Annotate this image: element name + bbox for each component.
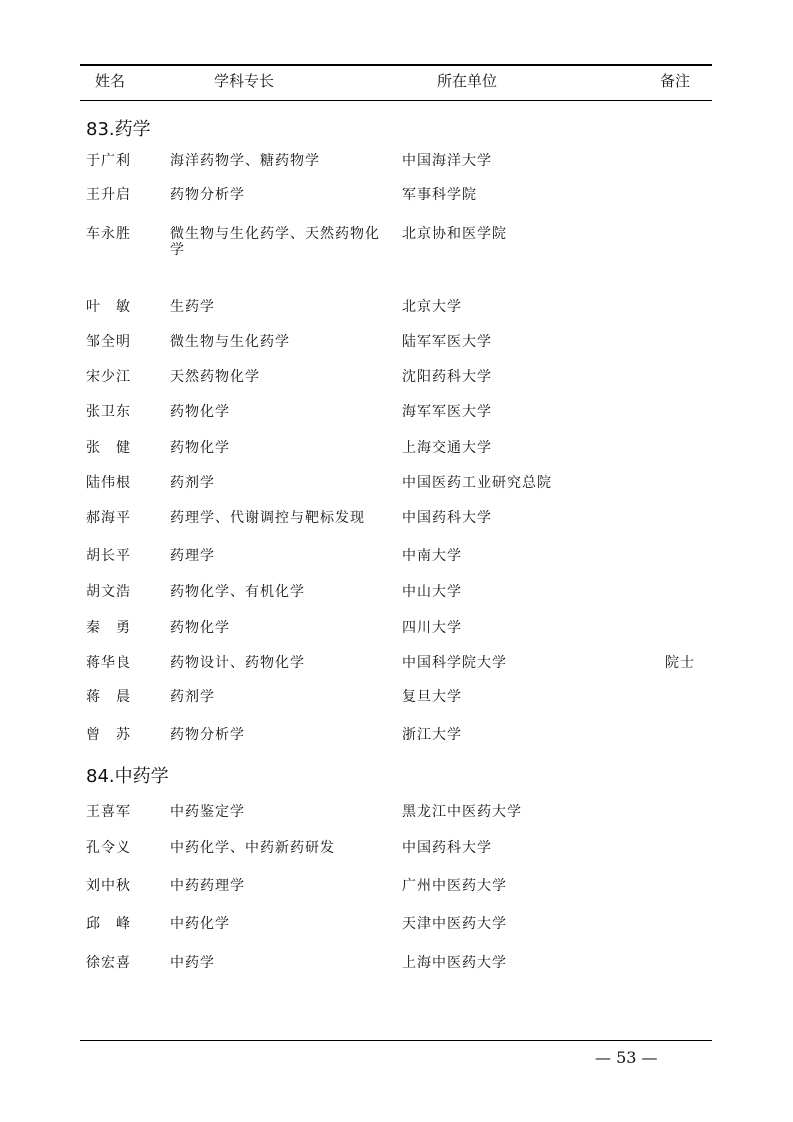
section-title: 84.中药学 — [86, 766, 169, 787]
affiliation: 北京协和医学院 — [402, 226, 507, 242]
person-name: 胡长平 — [86, 548, 131, 564]
affiliation: 沈阳药科大学 — [402, 369, 492, 385]
person-name: 王喜军 — [86, 804, 131, 820]
header-subject: 学科专长 — [214, 72, 275, 90]
person-name: 秦 勇 — [86, 620, 131, 636]
affiliation: 海军军医大学 — [402, 404, 492, 420]
person-name: 叶 敏 — [86, 299, 131, 315]
affiliation: 黑龙江中医药大学 — [402, 804, 522, 820]
top-rule — [80, 64, 712, 66]
header-unit: 所在单位 — [437, 72, 498, 90]
person-name: 王升启 — [86, 187, 131, 203]
affiliation: 北京大学 — [402, 299, 462, 315]
affiliation: 复旦大学 — [402, 689, 462, 705]
affiliation: 陆军军医大学 — [402, 334, 492, 350]
affiliation: 军事科学院 — [402, 187, 477, 203]
header-name: 姓名 — [95, 72, 126, 90]
person-name: 邱 峰 — [86, 916, 131, 932]
person-name: 刘中秋 — [86, 878, 131, 894]
page-number: — 53 — — [595, 1048, 658, 1067]
affiliation: 中国医药工业研究总院 — [402, 475, 552, 491]
affiliation: 中国药科大学 — [402, 840, 492, 856]
subject-specialty: 中药化学 — [170, 916, 230, 932]
subject-specialty: 中药鉴定学 — [170, 804, 245, 820]
subject-specialty: 药物分析学 — [170, 727, 245, 743]
subject-specialty: 中药药理学 — [170, 878, 245, 894]
affiliation: 上海中医药大学 — [402, 955, 507, 971]
subject-specialty: 药剂学 — [170, 475, 215, 491]
person-name: 蒋 晨 — [86, 689, 131, 705]
person-name: 郝海平 — [86, 510, 131, 526]
person-name: 胡文浩 — [86, 584, 131, 600]
person-name: 陆伟根 — [86, 475, 131, 491]
affiliation: 广州中医药大学 — [402, 878, 507, 894]
affiliation: 上海交通大学 — [402, 440, 492, 456]
person-name: 孔令义 — [86, 840, 131, 856]
affiliation: 中南大学 — [402, 548, 462, 564]
affiliation: 中国药科大学 — [402, 510, 492, 526]
affiliation: 四川大学 — [402, 620, 462, 636]
affiliation: 中山大学 — [402, 584, 462, 600]
person-name: 于广利 — [86, 153, 131, 169]
subject-specialty: 药物化学、有机化学 — [170, 584, 305, 600]
subject-specialty: 中药化学、中药新药研发 — [170, 840, 335, 856]
person-name: 徐宏喜 — [86, 955, 131, 971]
affiliation: 中国海洋大学 — [402, 153, 492, 169]
header-note: 备注 — [660, 72, 691, 90]
affiliation: 浙江大学 — [402, 727, 462, 743]
person-name: 蒋华良 — [86, 655, 131, 671]
person-name: 曾 苏 — [86, 727, 131, 743]
person-name: 车永胜 — [86, 226, 131, 242]
subject-specialty: 药物化学 — [170, 620, 230, 636]
subject-specialty: 药物化学 — [170, 404, 230, 420]
person-name: 宋少江 — [86, 369, 131, 385]
subject-specialty: 中药学 — [170, 955, 215, 971]
subject-specialty: 药理学、代谢调控与靶标发现 — [170, 510, 365, 526]
section-title: 83.药学 — [86, 119, 151, 140]
subject-specialty: 微生物与生化药学、天然药物化学 — [170, 226, 380, 258]
person-name: 张 健 — [86, 440, 131, 456]
affiliation: 中国科学院大学 — [402, 655, 507, 671]
person-name: 邹全明 — [86, 334, 131, 350]
person-name: 张卫东 — [86, 404, 131, 420]
subject-specialty: 药物分析学 — [170, 187, 245, 203]
subject-specialty: 药理学 — [170, 548, 215, 564]
remark: 院士 — [665, 655, 695, 671]
footer-rule — [80, 1040, 712, 1041]
subject-specialty: 微生物与生化药学 — [170, 334, 290, 350]
subject-specialty: 药剂学 — [170, 689, 215, 705]
header-rule — [80, 100, 712, 101]
subject-specialty: 天然药物化学 — [170, 369, 260, 385]
affiliation: 天津中医药大学 — [402, 916, 507, 932]
subject-specialty: 生药学 — [170, 299, 215, 315]
subject-specialty: 海洋药物学、糖药物学 — [170, 153, 320, 169]
subject-specialty: 药物化学 — [170, 440, 230, 456]
subject-specialty: 药物设计、药物化学 — [170, 655, 305, 671]
